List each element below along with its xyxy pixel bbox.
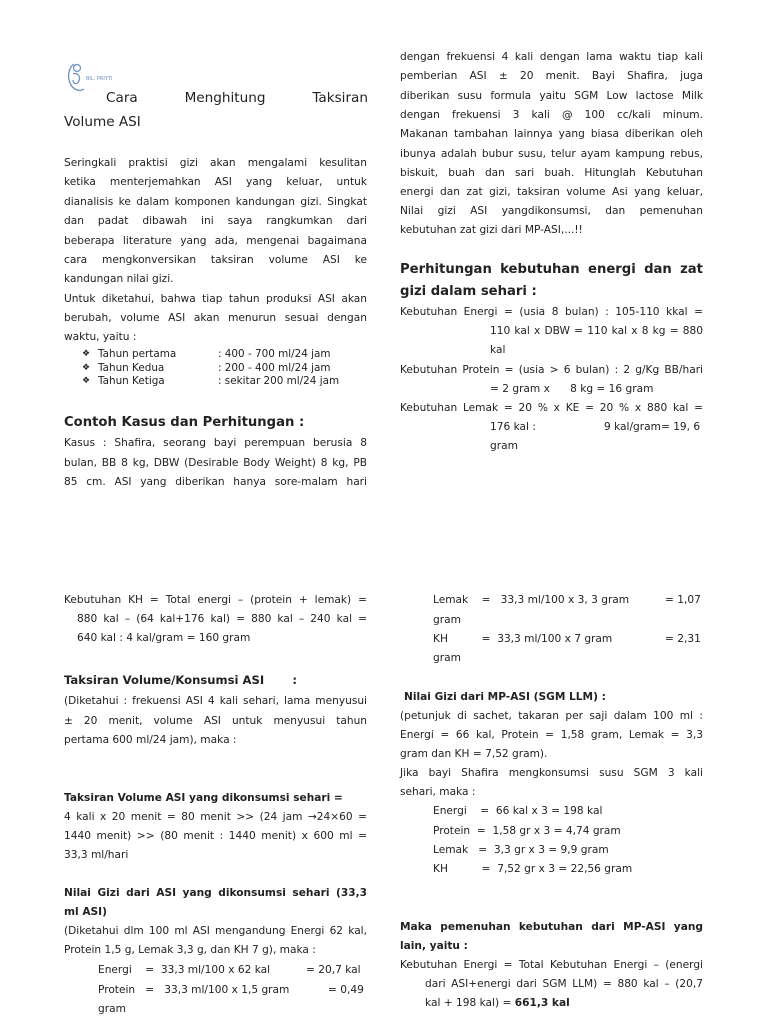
text-line: biskuit, buah dan sari buah. Hitunglah Kebutuhan <box>400 167 703 179</box>
year-volume-list <box>82 348 382 389</box>
asi-carb-unit: gram <box>433 652 461 664</box>
page-title-line2: Volume ASI <box>64 114 141 130</box>
text-line: dianalisis ke dalam komponen kandungan gizi. Singkat <box>64 196 367 208</box>
text-line: ibunya adalah bubur susu, telur ayam kampung rebus, <box>400 148 703 160</box>
section-heading: gizi dalam sehari : <box>400 284 537 299</box>
asi-fat-unit: gram <box>433 614 461 626</box>
text-line: dari ASI+energi dari SGM LLM) = 880 kal – (20,7 <box>425 978 703 990</box>
case-heading: Contoh Kasus dan Perhitungan : <box>64 415 305 430</box>
text-line: energi dan zat gizi, taksiran volume Asi yang keluar, <box>400 186 703 198</box>
text-line: pertama 600 ml/24 jam), maka : <box>64 734 237 746</box>
text-line: Makanan tambahan lainnya yang biasa diberikan oleh <box>400 128 703 140</box>
sgm-fat-row: Lemak = 3,3 gr x 3 = 9,9 gram <box>433 844 609 856</box>
title-word: Menghitung <box>184 90 266 106</box>
title-word: Taksiran <box>312 90 368 106</box>
text-line: 33,3 ml/hari <box>64 849 129 861</box>
diamond-bullet-icon: ❖ <box>82 349 91 359</box>
asi-protein-unit: gram <box>98 1003 126 1015</box>
sgm-energy-row: Energi = 66 kal x 3 = 198 kal <box>433 805 603 817</box>
asi-carb-row: KH = 33,3 ml/100 x 7 gram <box>433 633 613 645</box>
text-line: Seringkali praktisi gizi akan mengalami kesulitan <box>64 157 367 169</box>
logo-text: BIL. PRIYTI <box>86 76 113 82</box>
text-line: ± 20 menit, volume ASI untuk menyusui tahun <box>64 715 367 727</box>
carb-need-line: 640 kal : 4 kal/gram = 160 gram <box>77 632 251 644</box>
carb-need-line: 880 kal – (64 kal+176 kal) = 880 kal – 240 kal = <box>77 613 367 625</box>
year-label: Tahun Kedua <box>98 361 165 374</box>
energy-need-line: 110 kal x DBW = 110 kal x 8 kg = 880 <box>490 325 703 337</box>
text-line: Protein 1,5 g, Lemak 3,3 g, dan KH 7 g), maka : <box>64 944 316 956</box>
text-line: dengan frekuensi 3 kali @ 100 cc/kali minum. <box>400 109 703 121</box>
text-line: Kasus : Shafira, seorang bayi perempuan berusia 8 <box>64 437 367 449</box>
text-line: (petunjuk di sachet, takaran per saji dalam 100 ml : <box>400 710 703 722</box>
text-line: Nilai gizi ASI yangdikonsumsi, dan pemenuhan <box>400 205 703 217</box>
asi-carb-value: = 2,31 <box>665 633 701 645</box>
text-line: 1440 menit) >> (80 menit : 1440 menit) x 600 ml = <box>64 830 367 842</box>
text-line: kebutuhan zat gizi dari MP-ASI,...!! <box>400 224 583 236</box>
list-item <box>82 375 382 389</box>
sgm-protein-row: Protein = 1,58 gr x 3 = 4,74 gram <box>433 825 621 837</box>
protein-need-line: = 2 gram x 8 kg = 16 gram <box>490 383 654 395</box>
text-line: ketika menterjemahkan ASI yang keluar, untuk <box>64 176 367 188</box>
fat-need-line: gram <box>490 440 518 452</box>
year-label: Tahun pertama <box>98 348 177 360</box>
asi-energy-value: = 20,7 kal <box>306 964 361 976</box>
year-value: : 400 - 700 ml/24 jam <box>218 348 331 360</box>
year-value: : sekitar 200 ml/24 jam <box>218 375 340 388</box>
text-line: cara mengkonversikan taksiran volume ASI ke <box>64 254 367 266</box>
result-value: 661,3 kal <box>514 997 570 1009</box>
asi-protein-row: Protein = 33,3 ml/100 x 1,5 gram <box>98 984 290 996</box>
formula-text: kal + 198 kal) = <box>425 997 512 1009</box>
year-label: Tahun Ketiga <box>98 375 165 388</box>
year-value: : 200 - 400 ml/24 jam <box>218 361 331 374</box>
list-item <box>82 348 382 362</box>
section-heading: Nilai Gizi dari MP-ASI (SGM LLM) : <box>404 691 606 703</box>
asi-fat-row: Lemak = 33,3 ml/100 x 3, 3 gram <box>433 594 630 606</box>
diamond-bullet-icon: ❖ <box>82 362 91 373</box>
text-line: berubah, volume ASI akan menurun sesuai dengan <box>64 312 367 324</box>
section-heading: Taksiran Volume ASI yang dikonsumsi sehari = <box>64 792 343 804</box>
text-line: dengan frekuensi 4 kali dengan lama waktu tiap kali <box>400 51 703 63</box>
text-line: 85 cm. ASI yang diberikan hanya sore-malam hari <box>64 476 367 488</box>
text-line: waktu, yaitu : <box>64 331 137 343</box>
sgm-carb-row: KH = 7,52 gr x 3 = 22,56 gram <box>433 863 633 875</box>
text-line: kandungan nilai gizi. <box>64 273 174 285</box>
title-word: Cara <box>106 90 138 106</box>
text-line: sehari, maka : <box>400 786 476 798</box>
text-line: (Diketahui dlm 100 ml ASI mengandung Energi 62 kal, <box>64 925 367 937</box>
page-title <box>106 87 368 109</box>
section-heading: ml ASI) <box>64 906 107 918</box>
fat-need-line: 9 kal/gram= 19, 6 <box>604 421 701 433</box>
text-line: dan padat dibawah ini saya rangkumkan dari <box>64 215 367 227</box>
text-line: beberapa literature yang ada, mengenai bagaimana <box>64 235 367 247</box>
asi-protein-value: = 0,49 <box>328 984 364 996</box>
list-item <box>82 362 382 376</box>
asi-energy-row: Energi = 33,3 ml/100 x 62 kal <box>98 964 271 976</box>
text-line <box>425 994 570 1013</box>
section-heading: Maka pemenuhan kebutuhan dari MP-ASI yang <box>400 921 703 933</box>
section-heading: Perhitungan kebutuhan energi dan zat <box>400 262 703 277</box>
text-line: 4 kali x 20 menit = 80 menit >> (24 jam →24×60 = <box>64 811 367 823</box>
asi-fat-value: = 1,07 <box>665 594 701 606</box>
protein-need-line: Kebutuhan Protein = (usia > 6 bulan) : 2 g/Kg BB/hari <box>400 364 703 376</box>
text-line: Kebutuhan Energi = Total Kebutuhan Energi – (energi <box>400 959 703 971</box>
mother-baby-logo-icon <box>64 58 113 96</box>
carb-need-line: Kebutuhan KH = Total energi – (protein + lemak) = <box>64 594 367 606</box>
diamond-bullet-icon: ❖ <box>82 376 91 387</box>
text-line: (Diketahui : frekuensi ASI 4 kali sehari, lama menyusui <box>64 695 367 707</box>
fat-need-line: Kebutuhan Lemak = 20 % x KE = 20 % x 880 kal = <box>400 402 703 414</box>
text-line: Jika bayi Shafira mengkonsumsi susu SGM 3 kali <box>400 767 703 779</box>
energy-need-line: kal <box>490 344 506 356</box>
text-line: diberikan susu formula yaitu SGM Low lactose Milk <box>400 90 703 102</box>
text-line: Untuk diketahui, bahwa tiap tahun produksi ASI akan <box>64 293 367 305</box>
text-line: bulan, BB 8 kg, DBW (Desirable Body Weight) 8 kg, PB <box>64 457 367 469</box>
text-line: Energi = 66 kal, Protein = 1,58 gram, Lemak = 3,3 <box>400 729 703 741</box>
section-heading: Taksiran Volume/Konsumsi ASI : <box>64 673 298 687</box>
section-heading: Nilai Gizi dari ASI yang dikonsumsi sehari (33,3 <box>64 887 367 899</box>
energy-need-line: Kebutuhan Energi = (usia 8 bulan) : 105-110 kkal = <box>400 306 703 318</box>
text-line: gram dan KH = 7,52 gram). <box>400 748 548 760</box>
fat-need-line: 176 kal : <box>490 421 536 433</box>
section-heading: lain, yaitu : <box>400 940 468 952</box>
text-line: pemberian ASI ± 20 menit. Bayi Shafira, juga <box>400 70 703 82</box>
